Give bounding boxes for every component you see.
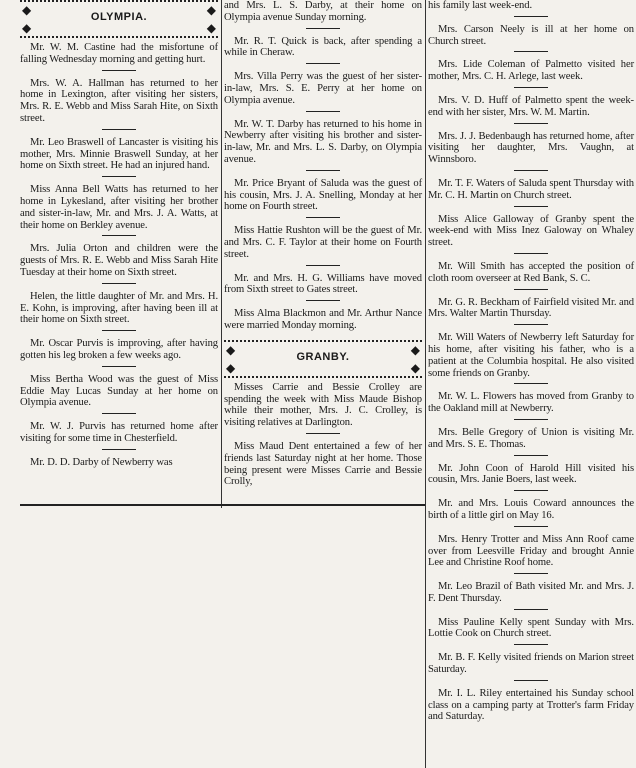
section-header-olympia	[20, 0, 218, 38]
divider	[102, 413, 136, 414]
section-title: GRANBY.	[296, 350, 350, 363]
news-item: Mr. G. R. Beckham of Fairfield visited Mr. and Mrs. Walter Martin Thursday.	[428, 296, 634, 320]
divider	[102, 449, 136, 450]
divider	[514, 609, 548, 610]
divider	[514, 324, 548, 325]
section-header-granby	[224, 340, 422, 378]
divider	[514, 680, 548, 681]
news-item: Mrs. Julia Orton and children were the guests of Mrs. R. E. Webb and Miss Sarah Hite Tuesday at their home on Sixth street.	[20, 243, 218, 278]
divider	[514, 644, 548, 645]
news-item: Mr. B. F. Kelly visited friends on Marion street Saturday.	[428, 652, 634, 676]
divider	[306, 265, 340, 266]
news-item: Miss Alice Galloway of Granby spent the week-end with Miss Inez Galoway on Whaley street.	[428, 213, 634, 249]
news-item: Mr. Oscar Purvis is improving, after having gotten his leg broken a few weeks ago.	[20, 338, 218, 361]
news-item: Mr. D. D. Darby of Newberry was	[30, 456, 173, 468]
news-item: Helen, the little daughter of Mr. and Mrs. H. E. Kohn, is improving, after having been ill at their home on Sixth street.	[20, 290, 218, 326]
divider	[514, 16, 548, 17]
diamond-ornament-icon: ◆	[206, 21, 216, 35]
divider	[514, 123, 548, 124]
news-item: Mr. W. T. Darby has returned to his home in Newberry after visiting his brother and sister-in-law, Mr. and Mrs. L. S. Darby, on Olympia avenue.	[224, 118, 422, 165]
divider	[514, 51, 548, 52]
divider	[514, 289, 548, 290]
news-item-continued: and Mrs. L. S. Darby, at their home on Olympia avenue Sunday morning.	[224, 0, 422, 23]
news-item: Miss Alma Blackmon and Mr. Arthur Nance were married Monday morning.	[224, 308, 422, 331]
divider	[306, 300, 340, 301]
divider	[102, 176, 136, 177]
section-end-rule	[20, 504, 425, 506]
news-item: Miss Bertha Wood was the guest of Miss Eddie May Lucas Sunday at her home on Olympia avenue.	[20, 373, 218, 409]
divider	[514, 573, 548, 574]
news-item: Mrs. Villa Perry was the guest of her sister-in-law, Mrs. S. E. Perry at her home on Olympia avenue.	[224, 71, 422, 106]
news-item: Misses Carrie and Bessie Crolley are spending the week with Miss Maude Bishop while their mother, Mrs. J. C. Crolley, is visiting relatives at Darlington.	[224, 381, 422, 429]
news-item: Mr. I. L. Riley entertained his Sunday school class on a camping party at Trotter's farm Friday and Saturday.	[428, 687, 634, 723]
news-item: Mrs. Henry Trotter and Miss Ann Roof came over from Leesville Friday and brought Annie Lee and Christine Roof home.	[428, 533, 634, 569]
column-rule	[425, 0, 426, 768]
news-item: Mrs. Carson Neely is ill at her home on Church street.	[428, 23, 634, 47]
section-title: OLYMPIA.	[90, 11, 148, 23]
divider	[306, 433, 340, 434]
divider	[514, 419, 548, 420]
news-item: Mr. and Mrs. Louis Coward announces the birth of a little girl on May 16.	[428, 498, 634, 521]
news-item: Mr. Will Waters of Newberry left Saturday for his home, after visiting his father, who is a patient at the Columbia hospital. He also visited some friends on Granby.	[428, 332, 634, 379]
news-item: Miss Anna Bell Watts has returned to her home in Lykesland, after visiting her brother and sister-in-law, Mr. and Mrs. J. A. Watts, at their home on Berkley avenue.	[20, 184, 218, 231]
column-olympia-granby	[224, 0, 422, 492]
news-item: Mr. T. F. Waters of Saluda spent Thursday with Mr. C. H. Martin on Church street.	[428, 177, 634, 201]
divider	[102, 129, 136, 130]
diamond-ornament-icon: ◆	[226, 360, 236, 375]
diamond-ornament-icon: ◆	[22, 21, 32, 35]
news-item: Miss Hattie Rushton will be the guest of Mr. and Mrs. C. F. Taylor at their home on Fourth street.	[224, 225, 422, 260]
divider	[514, 170, 548, 171]
divider	[306, 111, 340, 112]
divider	[306, 170, 340, 171]
news-item: Miss Pauline Kelly spent Sunday with Mrs. Lottie Cook on Church street.	[428, 616, 634, 640]
divider	[102, 283, 136, 284]
column-granby-continued	[428, 0, 634, 727]
divider	[514, 490, 548, 491]
divider	[102, 235, 136, 236]
divider	[514, 87, 548, 88]
news-item: Miss Maud Dent entertained a few of her friends last Saturday night at her home. Those being present were Misses Carrie and Bessie Crolly,	[224, 440, 422, 488]
divider	[102, 70, 136, 71]
news-item: Mrs. Lide Coleman of Palmetto visited her mother, Mrs. C. H. Arlege, last week.	[428, 59, 634, 83]
news-item: Mr. John Coon of Harold Hill visited his cousin, Mrs. Janie Boers, last week.	[428, 462, 634, 486]
news-item: Mrs. V. D. Huff of Palmetto spent the week-end with her sister, Mrs. W. M. Martin.	[428, 94, 634, 118]
news-item: Mr. Leo Braswell of Lancaster is visiting his mother, Mrs. Minnie Braswell Sunday, at her home on Sixth street. He had an injured hand.	[20, 136, 218, 172]
diamond-ornament-icon: ◆	[22, 3, 32, 17]
divider	[514, 206, 548, 207]
divider	[306, 28, 340, 29]
news-item: Mr. R. T. Quick is back, after spending a while in Cheraw.	[224, 35, 422, 59]
news-item: Mr. Leo Brazil of Bath visited Mr. and Mrs. J. F. Dent Thursday.	[428, 581, 634, 604]
news-item: Mr. Price Bryant of Saluda was the guest of his cousin, Mrs. J. A. Snelling, Monday at her home on Fourth street.	[224, 177, 422, 213]
divider	[102, 366, 136, 367]
diamond-ornament-icon: ◆	[226, 342, 236, 357]
diamond-ornament-icon: ◆	[206, 3, 216, 17]
divider	[102, 330, 136, 331]
divider	[514, 383, 548, 384]
column-rule	[221, 0, 222, 508]
divider	[514, 253, 548, 254]
news-item: Mrs. W. A. Hallman has returned to her home in Lexington, after visiting her sisters, Mrs. R. E. Webb and Miss Sarah Hite, on Sixth street.	[20, 77, 218, 124]
news-item: Mrs. J. J. Bedenbaugh has returned home, after visiting her daughter, Mrs. Vaughn, at Winnsboro.	[428, 130, 634, 166]
news-item: Mr. Will Smith has accepted the position of cloth room overseer at Red Bank, S. C.	[428, 260, 634, 284]
diamond-ornament-icon: ◆	[410, 342, 420, 357]
divider	[306, 217, 340, 218]
column-olympia	[20, 0, 218, 473]
divider	[514, 526, 548, 527]
news-item: Mr. W. J. Purvis has returned home after visiting for some time in Chesterfield.	[20, 421, 218, 444]
news-item: Mr. W. L. Flowers has moved from Granby to the Oakland mill at Newberry.	[428, 391, 634, 415]
divider	[514, 455, 548, 456]
news-item: Mrs. Belle Gregory of Union is visiting Mr. and Mrs. S. E. Thomas.	[428, 426, 634, 450]
news-item: Mr. W. M. Castine had the misfortune of falling Wednesday morning and getting hurt.	[20, 42, 218, 65]
divider	[306, 63, 340, 64]
news-item-continued: his family last week-end.	[428, 0, 532, 11]
news-item: Mr. and Mrs. H. G. Williams have moved from Sixth street to Gates street.	[224, 272, 422, 296]
diamond-ornament-icon: ◆	[410, 360, 420, 375]
